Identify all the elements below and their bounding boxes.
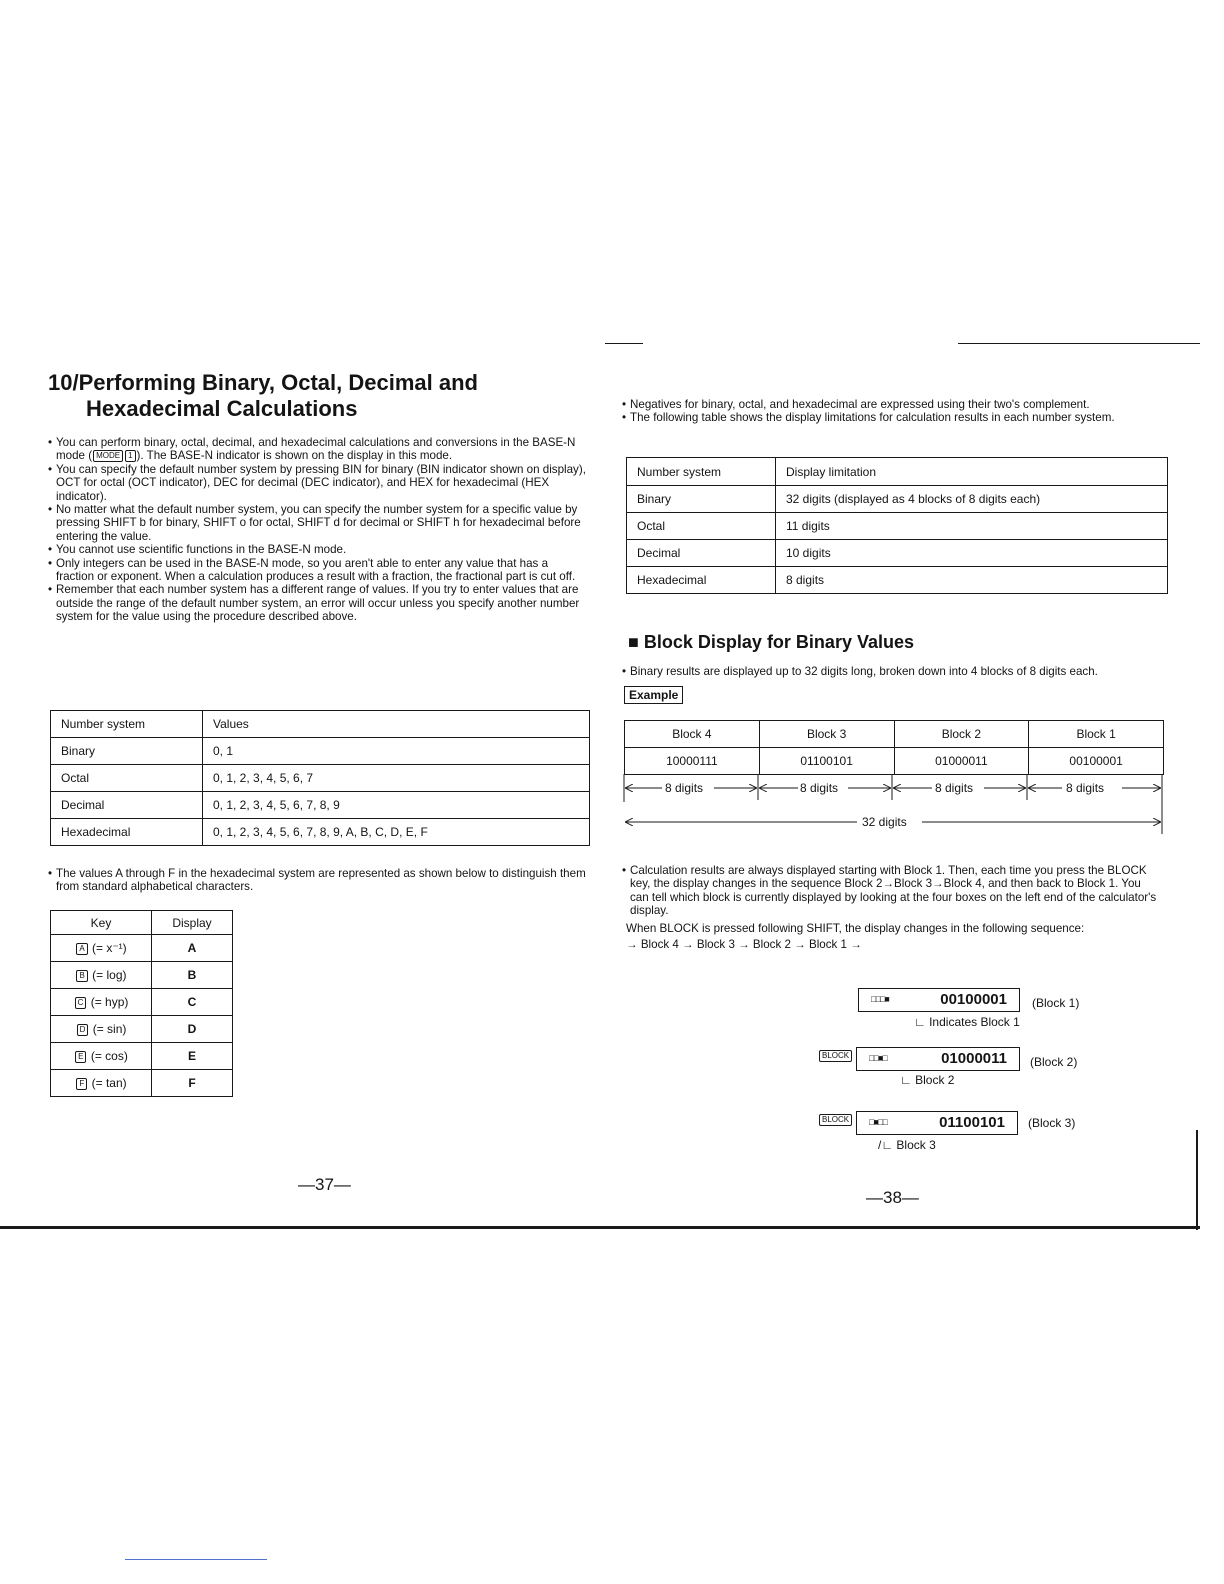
display-header: Display <box>152 911 233 935</box>
block-2-header: Block 2 <box>894 721 1029 748</box>
table-row: D (= sin) D <box>51 1016 233 1043</box>
sequence: → Block 4 → Block 3 → Block 2 → Block 1 → <box>626 938 862 951</box>
title-line-1: 10/Performing Binary, Octal, Decimal and <box>48 370 478 395</box>
section-title: ■ Block Display for Binary Values <box>628 632 914 652</box>
right-page <box>622 370 1168 1207</box>
bullet-negatives: • Negatives for binary, octal, and hexadecimal are expressed using their two's complement. <box>622 398 1168 411</box>
hex-d-key: D <box>77 1024 89 1036</box>
table-row: Decimal 0, 1, 2, 3, 4, 5, 6, 7, 8, 9 <box>51 792 590 819</box>
key-header: Key <box>51 911 152 935</box>
hex-note: • The values A through F in the hexadecimal system are represented as shown below to distinguish them from standard alphabetical characters. <box>48 867 593 894</box>
right-edge-rule <box>1196 1130 1198 1230</box>
bottom-rule <box>0 1226 1200 1229</box>
display-note-1: ∟ Indicates Block 1 <box>914 1015 1020 1029</box>
bullet-integers-only: • Only integers can be used in the BASE-N mode, so you aren't able to enter any value that has a fraction or exponent. When a calculation produces a result with a fraction, the fractional part is cut off. <box>48 557 588 584</box>
mode-key: MODE <box>93 450 123 462</box>
lcd-value: 01000011 <box>941 1050 1007 1067</box>
example-label: Example <box>624 686 683 704</box>
digits-label-3: 8 digits <box>800 781 839 795</box>
block-1-header: Block 1 <box>1029 721 1164 748</box>
table-row: F (= tan) F <box>51 1070 233 1097</box>
block-2-value: 01000011 <box>894 748 1029 775</box>
lcd-value: 01100101 <box>939 1114 1005 1131</box>
section-intro: • Binary results are displayed up to 32 digits long, broken down into 4 blocks of 8 digits each. <box>622 665 1168 678</box>
page-number-left: —37— <box>298 1175 351 1194</box>
table-row: Octal 11 digits <box>627 513 1168 540</box>
footer-link-line <box>125 1559 267 1560</box>
block-1-value: 00100001 <box>1029 748 1164 775</box>
hex-a-key: A <box>76 943 87 955</box>
hex-c-key: C <box>75 997 87 1009</box>
right-bullets <box>622 398 1168 425</box>
values-table <box>50 710 590 846</box>
block-table <box>624 720 1164 775</box>
display-note-2: ∟ Block 2 <box>900 1073 955 1087</box>
lcd-display-block-2 <box>856 1047 1020 1071</box>
table-row: B (= log) B <box>51 962 233 989</box>
table-row: Hexadecimal 0, 1, 2, 3, 4, 5, 6, 7, 8, 9, A, B, C, D, E, F <box>51 819 590 846</box>
bullet-display-limits: • The following table shows the display limitations for calculation results in each number system. <box>622 411 1168 424</box>
one-key: 1 <box>125 450 135 462</box>
block-indicator: □□■□ <box>869 1053 887 1063</box>
table-row: Binary 32 digits (displayed as 4 blocks of 8 digits each) <box>627 486 1168 513</box>
table-row: E (= cos) E <box>51 1043 233 1070</box>
table-row: Decimal 10 digits <box>627 540 1168 567</box>
block-4-header: Block 4 <box>625 721 760 748</box>
total-digits-label: 32 digits <box>862 815 907 829</box>
block-indicator: □□□■ <box>871 994 889 1004</box>
table-row: Binary 0, 1 <box>51 738 590 765</box>
hex-b-key: B <box>76 970 87 982</box>
limits-table <box>626 457 1168 594</box>
digits-label-1: 8 digits <box>1066 781 1105 795</box>
display-label-1: (Block 1) <box>1032 996 1080 1010</box>
sequence-note: When BLOCK is pressed following SHIFT, the display changes in the following sequence: <box>626 922 1085 935</box>
bullet-range: • Remember that each number system has a different range of values. If you try to enter values that are outside the range of the default number system, an error will occur unless you specify another number system for the value using the procedure described above. <box>48 583 588 623</box>
values-header-values: Values <box>203 711 590 738</box>
digits-label-2: 8 digits <box>935 781 974 795</box>
table-row: Octal 0, 1, 2, 3, 4, 5, 6, 7 <box>51 765 590 792</box>
limits-header-system: Number system <box>627 458 776 486</box>
page-number-right: —38— <box>866 1188 919 1207</box>
hex-f-key: F <box>76 1078 87 1090</box>
top-rule-right <box>958 343 1200 344</box>
limits-header-limit: Display limitation <box>776 458 1168 486</box>
page-title <box>48 370 593 422</box>
block-3-value: 01100101 <box>759 748 894 775</box>
lcd-value: 00100001 <box>940 991 1007 1008</box>
lcd-display-block-3 <box>856 1111 1018 1135</box>
intro-bullets <box>48 436 588 624</box>
title-line-2: Hexadecimal Calculations <box>86 396 358 421</box>
bullet-no-scientific: • You cannot use scientific functions in the BASE-N mode. <box>48 543 588 556</box>
block-4-value: 10000111 <box>625 748 760 775</box>
top-rule-left <box>605 343 643 344</box>
display-label-2: (Block 2) <box>1030 1055 1078 1069</box>
table-row: C (= hyp) C <box>51 989 233 1016</box>
values-header-system: Number system <box>51 711 203 738</box>
hex-e-key: E <box>75 1051 86 1063</box>
calc-note: • Calculation results are always displayed starting with Block 1. Then, each time you press the BLOCK key, the display changes in the sequence Block 2→Block 3→Block 4, and then back to Block 1. You can tell which block is currently displayed by looking at the four boxes on the left end of the calculator's display. <box>622 864 1162 918</box>
table-row: Hexadecimal 8 digits <box>627 567 1168 594</box>
table-row: A (= x⁻¹) A <box>51 935 233 962</box>
digits-label-4: 8 digits <box>665 781 704 795</box>
block-indicator: □■□□ <box>869 1117 887 1127</box>
block-key: BLOCK <box>819 1114 852 1126</box>
block-key: BLOCK <box>819 1050 852 1062</box>
square-bullet-icon: ■ <box>628 632 639 652</box>
block-3-header: Block 3 <box>759 721 894 748</box>
left-page <box>48 370 593 1194</box>
display-label-3: (Block 3) <box>1028 1116 1076 1130</box>
bullet-base-n-mode: • You can perform binary, octal, decimal, and hexadecimal calculations and conversions in the BASE-N mode ( MODE 1 ). The BASE-N indicator is shown on the display in this mode. <box>48 436 588 463</box>
bullet-specific-value: • No matter what the default number system, you can specify the number system for a specific value by pressing SHIFT b for binary, SHIFT o for octal, SHIFT d for decimal or SHIFT h for hexadecimal before entering the value. <box>48 503 588 543</box>
display-note-3: /∟ Block 3 <box>878 1138 936 1152</box>
lcd-display-block-1 <box>858 988 1020 1012</box>
bullet-default-system: • You can specify the default number system by pressing BIN for binary (BIN indicator shown on display), OCT for octal (OCT indicator), DEC for decimal (DEC indicator), and HEX for hexadecimal (HEX indicator). <box>48 463 588 503</box>
key-display-table <box>50 910 233 1097</box>
